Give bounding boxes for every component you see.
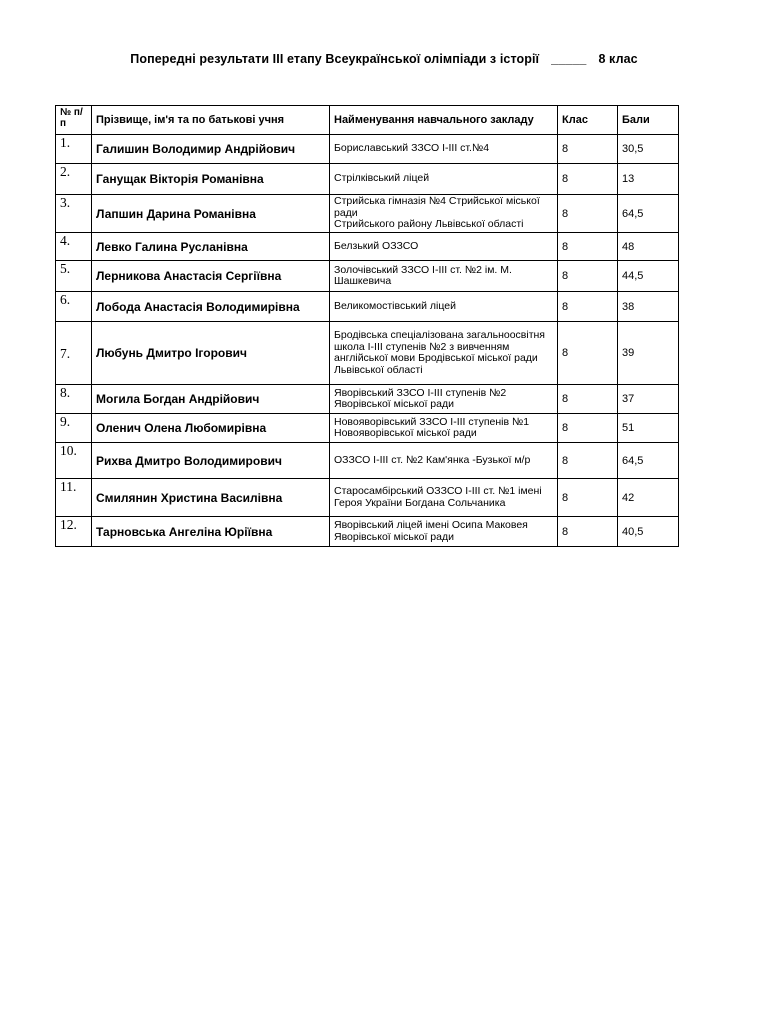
- student-name: Лапшин Дарина Романівна: [92, 195, 330, 233]
- row-number: 12.: [56, 517, 92, 547]
- score-value: 48: [618, 233, 679, 261]
- class-value: 8: [558, 443, 618, 479]
- class-value: 8: [558, 292, 618, 322]
- class-value: 8: [558, 233, 618, 261]
- class-value: 8: [558, 517, 618, 547]
- score-value: 64,5: [618, 443, 679, 479]
- row-number: 7.: [56, 322, 92, 385]
- school-name: Яворівський ЗЗСО І-ІІІ ступенів №2 Яворівської міської ради: [330, 385, 558, 414]
- table-row: [56, 479, 679, 517]
- score-value: 37: [618, 385, 679, 414]
- results-table: [55, 105, 679, 547]
- row-number: 3.: [56, 195, 92, 233]
- class-value: 8: [558, 385, 618, 414]
- score-value: 51: [618, 414, 679, 443]
- header-score: Бали: [618, 106, 679, 135]
- table-row: [56, 322, 679, 385]
- class-value: 8: [558, 479, 618, 517]
- class-value: 8: [558, 261, 618, 292]
- title-blank: _____: [551, 52, 587, 66]
- header-school: Найменування навчального закладу: [330, 106, 558, 135]
- table-row: [56, 517, 679, 547]
- score-value: 42: [618, 479, 679, 517]
- score-value: 40,5: [618, 517, 679, 547]
- table-row: [56, 233, 679, 261]
- school-name: Яворівський ліцей імені Осипа Маковея Яворівської міської ради: [330, 517, 558, 547]
- page-title: [0, 52, 768, 66]
- header-name: Прізвище, ім'я та по батькові учня: [92, 106, 330, 135]
- school-name: Бориславський ЗЗСО І-ІІІ ст.№4: [330, 135, 558, 164]
- score-value: 44,5: [618, 261, 679, 292]
- row-number: 5.: [56, 261, 92, 292]
- class-value: 8: [558, 414, 618, 443]
- score-value: 30,5: [618, 135, 679, 164]
- row-number: 1.: [56, 135, 92, 164]
- row-number: 6.: [56, 292, 92, 322]
- table-row: [56, 414, 679, 443]
- student-name: Левко Галина Русланівна: [92, 233, 330, 261]
- table-row: [56, 261, 679, 292]
- class-value: 8: [558, 164, 618, 195]
- title-grade: 8 клас: [598, 52, 638, 66]
- score-value: 13: [618, 164, 679, 195]
- student-name: Рихва Дмитро Володимирович: [92, 443, 330, 479]
- class-value: 8: [558, 195, 618, 233]
- table-row: [56, 195, 679, 233]
- row-number: 9.: [56, 414, 92, 443]
- table-row: [56, 135, 679, 164]
- student-name: Тарновська Ангеліна Юріївна: [92, 517, 330, 547]
- student-name: Лобода Анастасія Володимирівна: [92, 292, 330, 322]
- school-name: Белзький ОЗЗСО: [330, 233, 558, 261]
- row-number: 11.: [56, 479, 92, 517]
- row-number: 10.: [56, 443, 92, 479]
- class-value: 8: [558, 135, 618, 164]
- student-name: Оленич Олена Любомирівна: [92, 414, 330, 443]
- school-name: Стрийська гімназія №4 Стрийської міської ради Стрийського району Львівської області: [330, 195, 558, 233]
- student-name: Смилянин Христина Василівна: [92, 479, 330, 517]
- title-text: Попередні результати ІІІ етапу Всеукраїнської олімпіади з історії: [130, 52, 540, 66]
- school-name: Золочівський ЗЗСО І-ІІІ ст. №2 ім. М. Шашкевича: [330, 261, 558, 292]
- student-name: Лерникова Анастасія Сергіївна: [92, 261, 330, 292]
- table-row: [56, 443, 679, 479]
- student-name: Галишин Володимир Андрійович: [92, 135, 330, 164]
- table-row: [56, 385, 679, 414]
- school-name: Бродівська спеціалізована загальноосвітня школа І-ІІІ ступенів №2 з вивченням англійської мови Бродівської міської ради Львівської області: [330, 322, 558, 385]
- table-row: [56, 292, 679, 322]
- school-name: Великомостівський ліцей: [330, 292, 558, 322]
- row-number: 4.: [56, 233, 92, 261]
- score-value: 39: [618, 322, 679, 385]
- school-name: ОЗЗСО І-ІІІ ст. №2 Кам'янка -Бузької м/р: [330, 443, 558, 479]
- class-value: 8: [558, 322, 618, 385]
- school-name: Стрілківський ліцей: [330, 164, 558, 195]
- school-name: Старосамбірський ОЗЗСО І-ІІІ ст. №1 імені Героя України Богдана Сольчаника: [330, 479, 558, 517]
- table-row: [56, 164, 679, 195]
- score-value: 38: [618, 292, 679, 322]
- header-number: № п/п: [56, 106, 92, 135]
- student-name: Могила Богдан Андрійович: [92, 385, 330, 414]
- score-value: 64,5: [618, 195, 679, 233]
- row-number: 2.: [56, 164, 92, 195]
- header-class: Клас: [558, 106, 618, 135]
- student-name: Любунь Дмитро Ігорович: [92, 322, 330, 385]
- school-name: Новояворівський ЗЗСО І-ІІІ ступенів №1 Новояворівської міської ради: [330, 414, 558, 443]
- student-name: Ганущак Вікторія Романівна: [92, 164, 330, 195]
- table-header-row: [56, 106, 679, 135]
- row-number: 8.: [56, 385, 92, 414]
